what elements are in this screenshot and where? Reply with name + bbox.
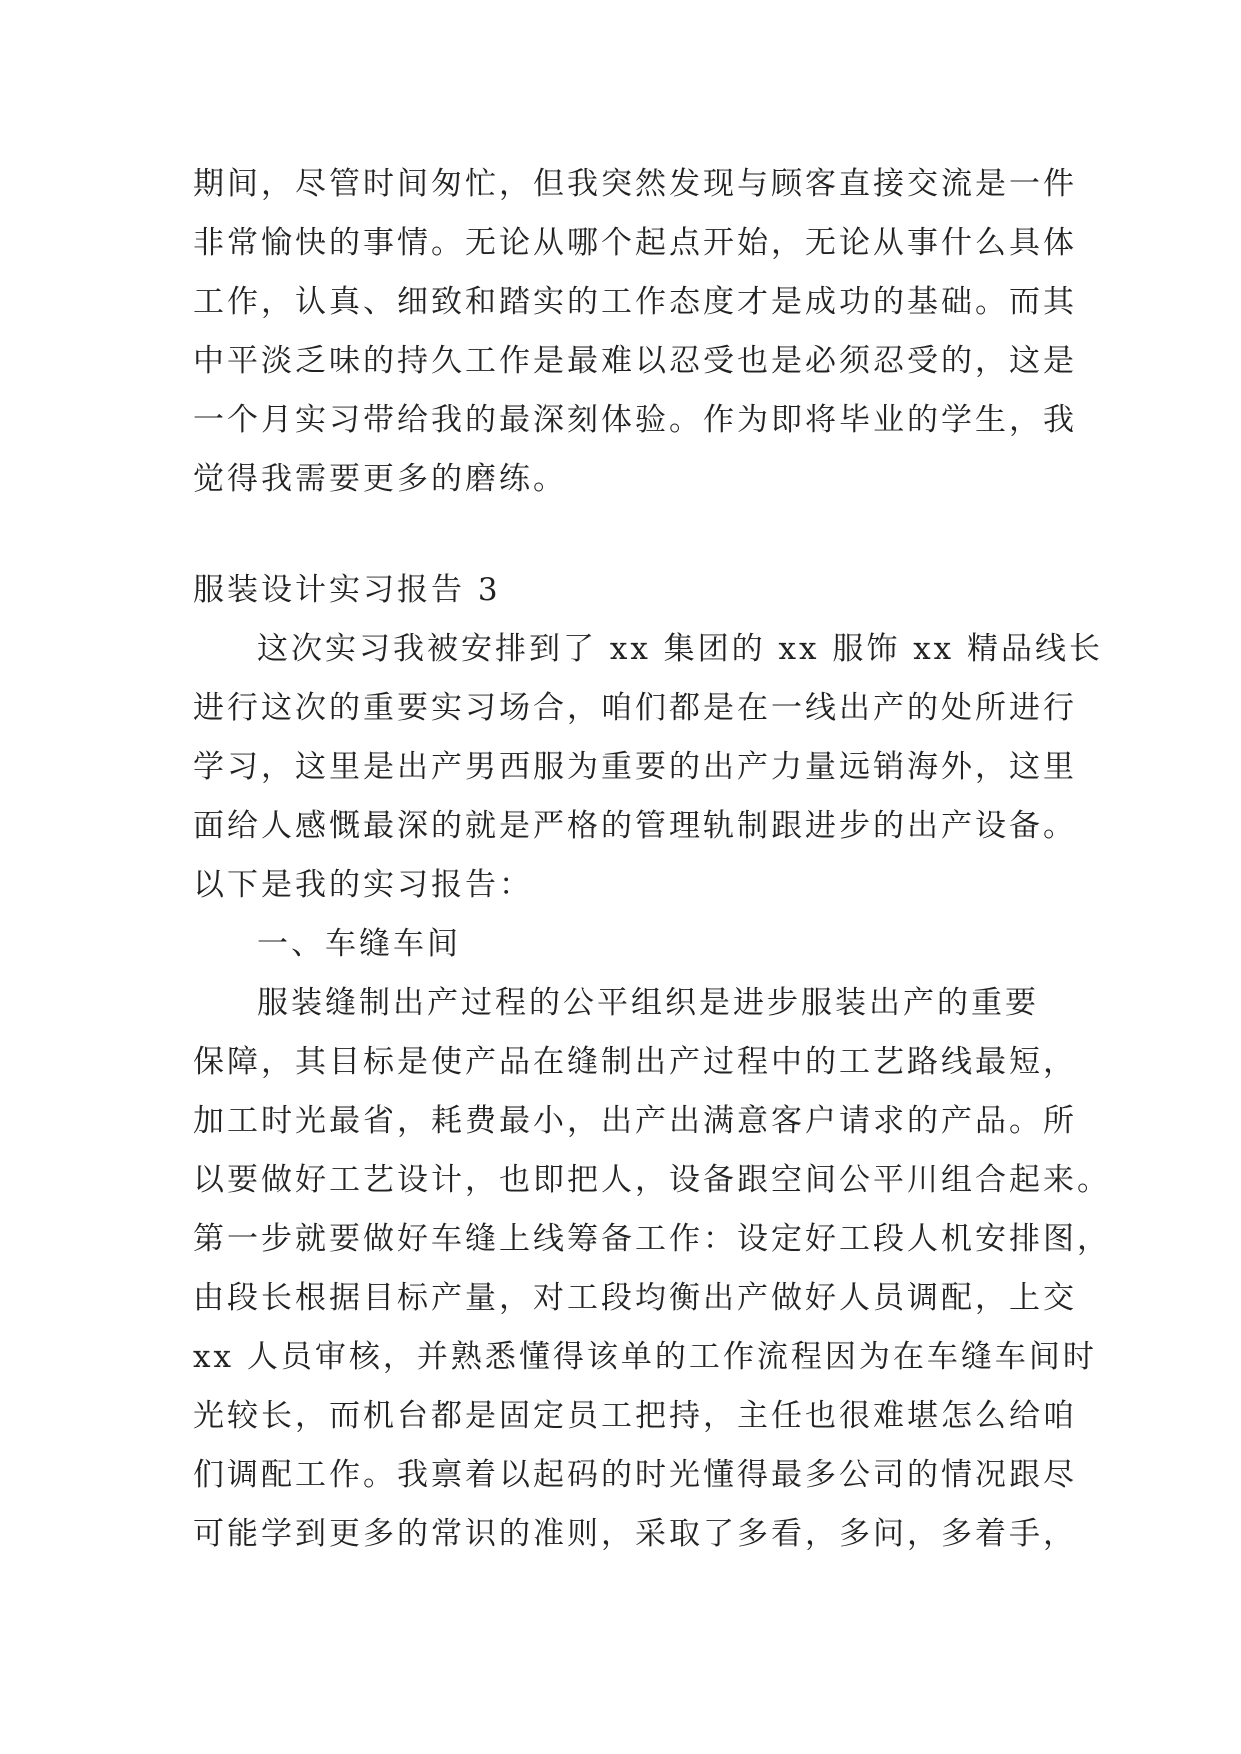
paragraph-line: 觉得我需要更多的磨练。 (193, 461, 567, 497)
paragraph-line: 一个月实习带给我的最深刻体验。作为即将毕业的学生，我 (193, 402, 1077, 438)
paragraph-line: 以下是我的实习报告： (193, 867, 533, 903)
paragraph-line: 第一步就要做好车缝上线筹备工作：设定好工段人机安排图， (193, 1221, 1111, 1257)
paragraph-line: 们调配工作。我禀着以起码的时光懂得最多公司的情况跟尽 (193, 1457, 1077, 1493)
section-title: 服装设计实习报告 3 (193, 572, 501, 608)
paragraph-line: 可能学到更多的常识的准则，采取了多看，多问，多着手， (193, 1516, 1077, 1552)
paragraph-line: 服装缝制出产过程的公平组织是进步服装出产的重要 (257, 985, 1039, 1021)
paragraph-line: 加工时光最省，耗费最小，出产出满意客户请求的产品。所 (193, 1103, 1077, 1139)
paragraph-line: 工作，认真、细致和踏实的工作态度才是成功的基础。而其 (193, 284, 1077, 320)
report-section (193, 561, 1111, 1564)
paragraph-line: 保障，其目标是使产品在缝制出产过程中的工艺路线最短， (193, 1044, 1077, 1080)
paragraph-line: 光较长，而机台都是固定员工把持，主任也很难堪怎么给咱 (193, 1398, 1077, 1434)
subheading: 一、车缝车间 (257, 926, 461, 962)
paragraph-line: 这次实习我被安排到了 xx 集团的 xx 服饰 xx 精品线长 (257, 631, 1104, 667)
paragraph-line: 学习，这里是出产男西服为重要的出产力量远销海外，这里 (193, 749, 1077, 785)
continued-paragraph (193, 155, 1077, 509)
paragraph-line: 中平淡乏味的持久工作是最难以忍受也是必须忍受的，这是 (193, 343, 1077, 379)
paragraph-line: 期间，尽管时间匆忙，但我突然发现与顾客直接交流是一件 (193, 166, 1077, 202)
paragraph-line: 面给人感慨最深的就是严格的管理轨制跟进步的出产设备。 (193, 808, 1077, 844)
paragraph-line: 由段长根据目标产量，对工段均衡出产做好人员调配，上交 (193, 1280, 1077, 1316)
paragraph-line: 以要做好工艺设计，也即把人，设备跟空间公平川组合起来。 (193, 1162, 1111, 1198)
paragraph-line: 进行这次的重要实习场合，咱们都是在一线出产的处所进行 (193, 690, 1077, 726)
paragraph-line: xx 人员审核，并熟悉懂得该单的工作流程因为在车缝车间时 (193, 1339, 1097, 1375)
paragraph-line: 非常愉快的事情。无论从哪个起点开始，无论从事什么具体 (193, 225, 1077, 261)
